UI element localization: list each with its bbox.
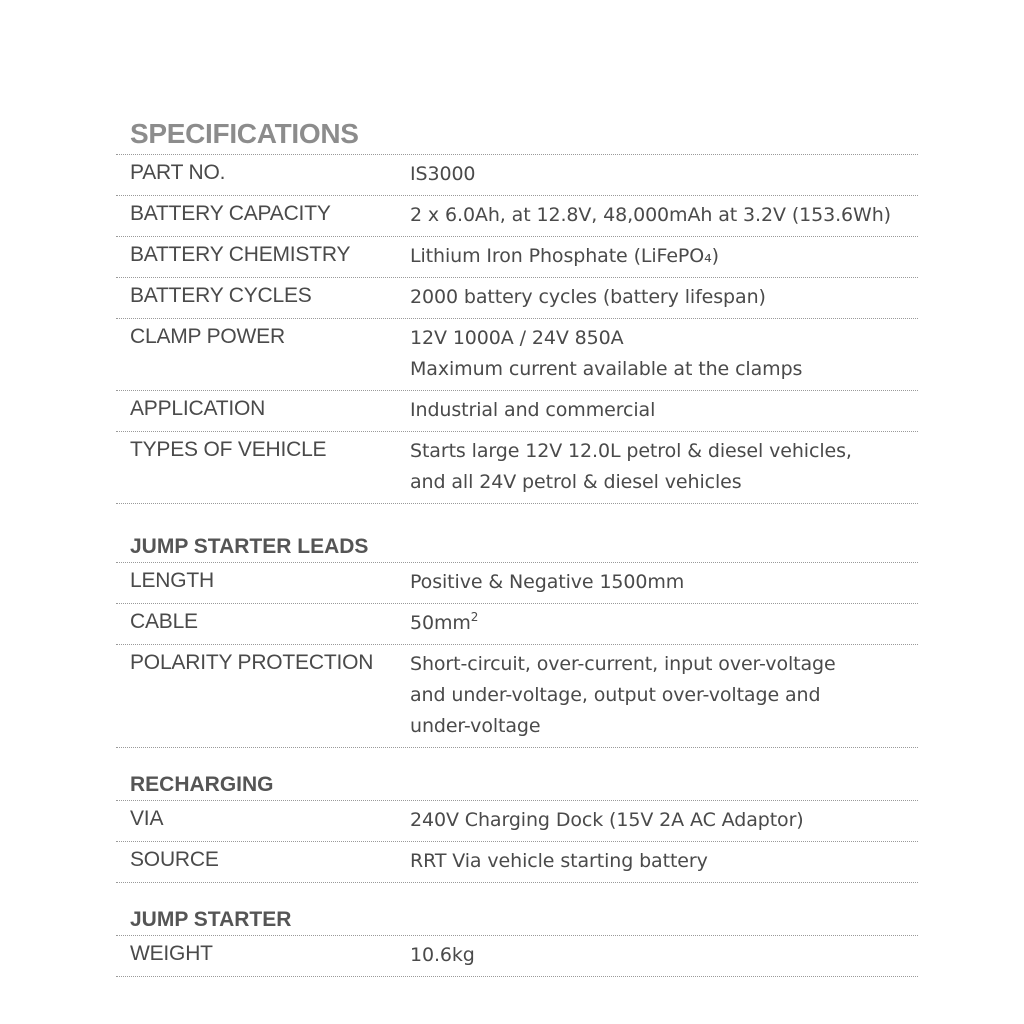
spec-label: PART NO. xyxy=(130,161,226,184)
spec-row-length xyxy=(116,563,918,604)
spec-label: BATTERY CHEMISTRY xyxy=(130,243,351,266)
spec-row-types-of-vehicle xyxy=(116,432,918,504)
page-title: SPECIFICATIONS xyxy=(116,114,918,155)
spec-value: 2000 battery cycles (battery lifespan) xyxy=(410,286,766,308)
spec-label: VIA xyxy=(130,807,164,830)
spec-label: BATTERY CAPACITY xyxy=(130,202,331,225)
spec-value: $50mm^2$ xyxy=(410,610,479,634)
superscript: 2 xyxy=(470,610,479,624)
spec-sheet xyxy=(116,114,918,977)
section-heading-jump-starter: JUMP STARTER xyxy=(116,905,918,936)
spec-label: LENGTH xyxy=(130,569,214,592)
spec-value: Industrial and commercial xyxy=(410,399,656,421)
spec-row-via xyxy=(116,801,918,842)
spec-row-part-no xyxy=(116,155,918,196)
spec-row-application xyxy=(116,391,918,432)
spec-label: WEIGHT xyxy=(130,942,213,965)
spec-value: Short-circuit, over-current, input over-voltage and under-voltage, output over-voltage and under-voltage xyxy=(410,653,836,737)
spec-value: 10.6kg xyxy=(410,944,475,966)
spec-value: RRT Via vehicle starting battery xyxy=(410,850,708,872)
spec-label: CABLE xyxy=(130,610,198,633)
spec-value: IS3000 xyxy=(410,163,476,185)
spec-label: TYPES OF VEHICLE xyxy=(130,438,327,461)
spec-value: Positive & Negative 1500mm xyxy=(410,571,685,593)
spec-value: 12V 1000A / 24V 850A Maximum current available at the clamps xyxy=(410,327,803,380)
section-heading-recharging: RECHARGING xyxy=(116,770,918,801)
spec-label: CLAMP POWER xyxy=(130,325,285,348)
spec-label: SOURCE xyxy=(130,848,219,871)
spec-row-battery-chemistry xyxy=(116,237,918,278)
spec-row-battery-capacity xyxy=(116,196,918,237)
spec-value: 240V Charging Dock (15V 2A AC Adaptor) xyxy=(410,809,804,831)
spec-value: 2 x 6.0Ah, at 12.8V, 48,000mAh at 3.2V (153.6Wh) xyxy=(410,204,891,226)
spec-label: APPLICATION xyxy=(130,397,266,420)
spec-row-cable xyxy=(116,604,918,645)
spec-row-battery-cycles xyxy=(116,278,918,319)
section-heading-leads: JUMP STARTER LEADS xyxy=(116,532,918,563)
spec-row-polarity-protection xyxy=(116,645,918,748)
spec-row-weight xyxy=(116,936,918,977)
spec-label: BATTERY CYCLES xyxy=(130,284,312,307)
spec-row-clamp-power xyxy=(116,319,918,391)
spec-value: Lithium Iron Phosphate (LiFePO₄) xyxy=(410,245,719,267)
spec-value: Starts large 12V 12.0L petrol & diesel vehicles, and all 24V petrol & diesel vehicles xyxy=(410,440,852,493)
spec-row-source xyxy=(116,842,918,883)
spec-label: POLARITY PROTECTION xyxy=(130,651,374,674)
